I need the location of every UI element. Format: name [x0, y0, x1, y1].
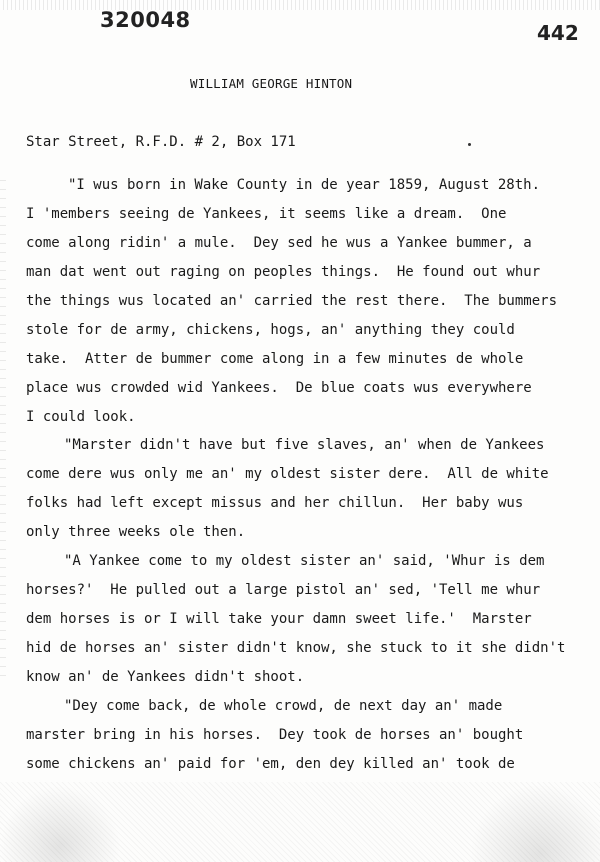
text-line: only three weeks ole then. — [26, 524, 246, 540]
scan-noise-bottom — [0, 782, 600, 862]
text-line: place wus crowded wid Yankees. De blue coats wus everywhere — [26, 380, 532, 396]
text-line: "I wus born in Wake County in de year 1859, August 28th. — [68, 177, 541, 193]
text-line: horses?' He pulled out a large pistol an' sed, 'Tell me whur — [26, 582, 541, 598]
page-number: 442 — [537, 21, 579, 45]
text-line: dem horses is or I will take your damn sweet life.' Marster — [26, 611, 532, 627]
text-line: come dere wus only me an' my oldest sister dere. All de white — [26, 466, 549, 482]
text-line: marster bring in his horses. Dey took de horses an' bought — [26, 727, 524, 743]
text-line: know an' de Yankees didn't shoot. — [26, 669, 305, 685]
text-line: take. Atter de bummer come along in a few minutes de whole — [26, 351, 524, 367]
informant-address: Star Street, R.F.D. # 2, Box 171 — [26, 134, 296, 150]
document-title: WILLIAM GEORGE HINTON — [190, 76, 353, 91]
text-line: folks had left except missus and her chillun. Her baby wus — [26, 495, 524, 511]
scan-noise-left — [0, 180, 6, 680]
text-line: "A Yankee come to my oldest sister an' said, 'Whur is dem — [64, 553, 545, 569]
text-line: I could look. — [26, 409, 136, 425]
text-line: I 'members seeing de Yankees, it seems like a dream. One — [26, 206, 507, 222]
text-line: "Marster didn't have but five slaves, an' when de Yankees — [64, 437, 545, 453]
text-line: man dat went out raging on peoples things. He found out whur — [26, 264, 541, 280]
text-line: hid de horses an' sister didn't know, she stuck to it she didn't — [26, 640, 566, 656]
scan-noise-top — [0, 0, 600, 10]
text-line: the things wus located an' carried the rest there. The bummers — [26, 293, 558, 309]
document-number: 320048 — [100, 8, 191, 32]
text-line: stole for de army, chickens, hogs, an' anything they could — [26, 322, 515, 338]
text-line: some chickens an' paid for 'em, den dey killed an' took de — [26, 756, 515, 772]
text-line: "Dey come back, de whole crowd, de next day an' made — [64, 698, 503, 714]
text-line: come along ridin' a mule. Dey sed he wus a Yankee bummer, a — [26, 235, 532, 251]
stray-mark — [468, 143, 471, 146]
